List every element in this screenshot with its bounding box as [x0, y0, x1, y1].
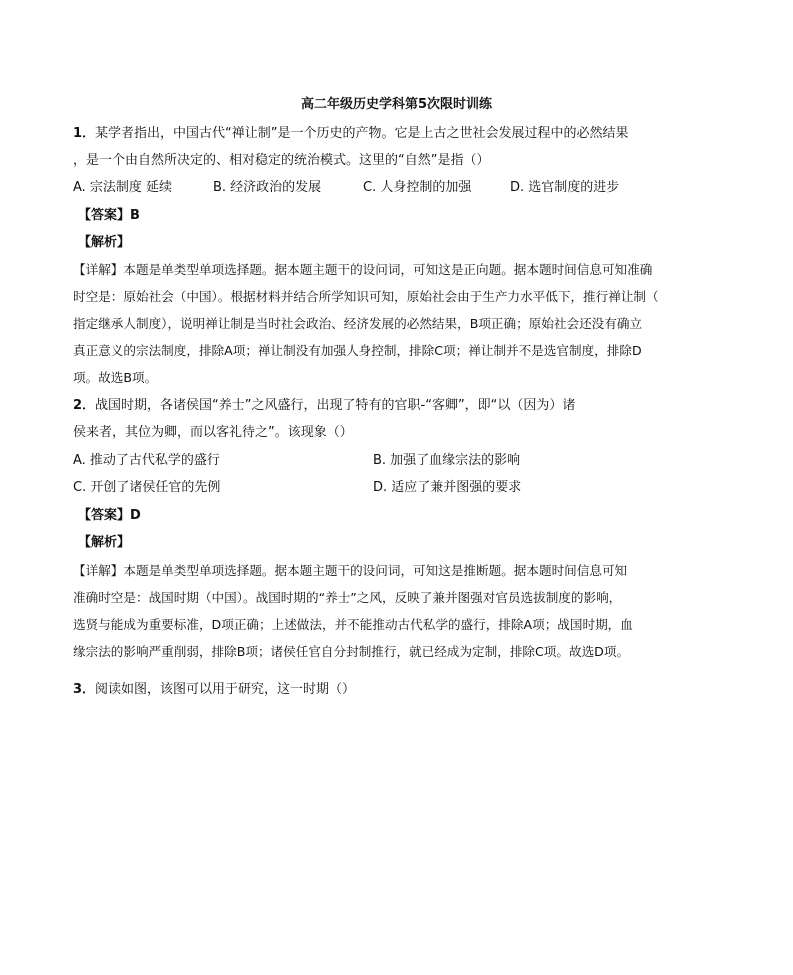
- question-2-number: 2．: [73, 398, 96, 413]
- question-1-answer: 【答案】B: [78, 208, 140, 223]
- question-2-detail-line-4: 缘宗法的影响严重削弱，排除B项；诸侯任官自分封制推行，就已经成为定制，排除C项。故选D项。: [73, 644, 630, 659]
- question-1-detail-line-5: 项。故选B项。: [73, 370, 158, 385]
- question-2-answer: 【答案】D: [78, 508, 141, 523]
- question-1-stem-line-2: ，是一个由自然所决定的、相对稳定的统治模式。这里的“自然”是指（）: [73, 153, 490, 168]
- question-2-detail-line-3: 选贤与能成为重要标准，D项正确；上述做法，并不能推动古代私学的盛行，排除A项；战国时期，血: [73, 617, 633, 632]
- question-3-number: 3．: [73, 682, 96, 697]
- question-1-detail-line-2: 时空是：原始社会（中国）。根据材料并结合所学知识可知，原始社会由于生产力水平低下，推行禅让制（: [73, 289, 659, 304]
- question-1-detail-line-1: 【详解】本题是单类型单项选择题。据本题主题干的设问词，可知这是正向题。据本题时间信息可知准确: [73, 262, 653, 277]
- question-2-stem-line-2: 侯来者，其位为卿，而以客礼待之”。该现象（）: [73, 425, 353, 440]
- question-2-detail-line-1: 【详解】本题是单类型单项选择题。据本题主题干的设问词，可知这是推断题。据本题时间信息可知: [73, 563, 628, 578]
- question-2-detail-line-2: 准确时空是：战国时期（中国）。战国时期的“养士”之风，反映了兼并图强对官员选拔制度的影响，: [73, 590, 622, 605]
- question-1-option-a: A. 宗法制度 延续: [73, 180, 173, 195]
- question-1-number: 1．: [73, 126, 96, 141]
- question-2-analysis-label: 【解析】: [78, 535, 131, 550]
- question-1-option-d: D. 选官制度的进步: [510, 180, 620, 195]
- question-2-option-c: C. 开创了诸侯任官的先例: [73, 480, 221, 495]
- question-1-detail-line-3: 指定继承人制度），说明禅让制是当时社会政治、经济发展的必然结果，B项正确；原始社会还没有确立: [73, 316, 643, 331]
- question-2-option-a: A. 推动了古代私学的盛行: [73, 453, 220, 468]
- question-1-option-c: C. 人身控制的加强: [363, 180, 472, 195]
- page-title: 高二年级历史学科第5次限时训练: [300, 97, 493, 112]
- question-2-option-d: D. 适应了兼并图强的要求: [373, 480, 522, 495]
- question-1-analysis-label: 【解析】: [78, 235, 131, 250]
- question-2-stem-line-1: 2．战国时期，各诸侯国“养士”之风盛行，出现了特有的官职-“客卿”，即“以（因为）诸: [73, 398, 576, 413]
- question-1-option-b: B. 经济政治的发展: [213, 180, 322, 195]
- question-1-stem-line-1: 1．某学者指出，中国古代“禅让制”是一个历史的产物。它是上古之世社会发展过程中的必然结果: [73, 126, 629, 141]
- question-1-detail-line-4: 真正意义的宗法制度，排除A项；禅让制没有加强人身控制，排除C项；禅让制并不是选官制度，排除D: [73, 343, 642, 358]
- question-2-option-b: B. 加强了血缘宗法的影响: [373, 453, 521, 468]
- question-3-stem-line-1: 3．阅读如图，该图可以用于研究，这一时期（）: [73, 682, 356, 697]
